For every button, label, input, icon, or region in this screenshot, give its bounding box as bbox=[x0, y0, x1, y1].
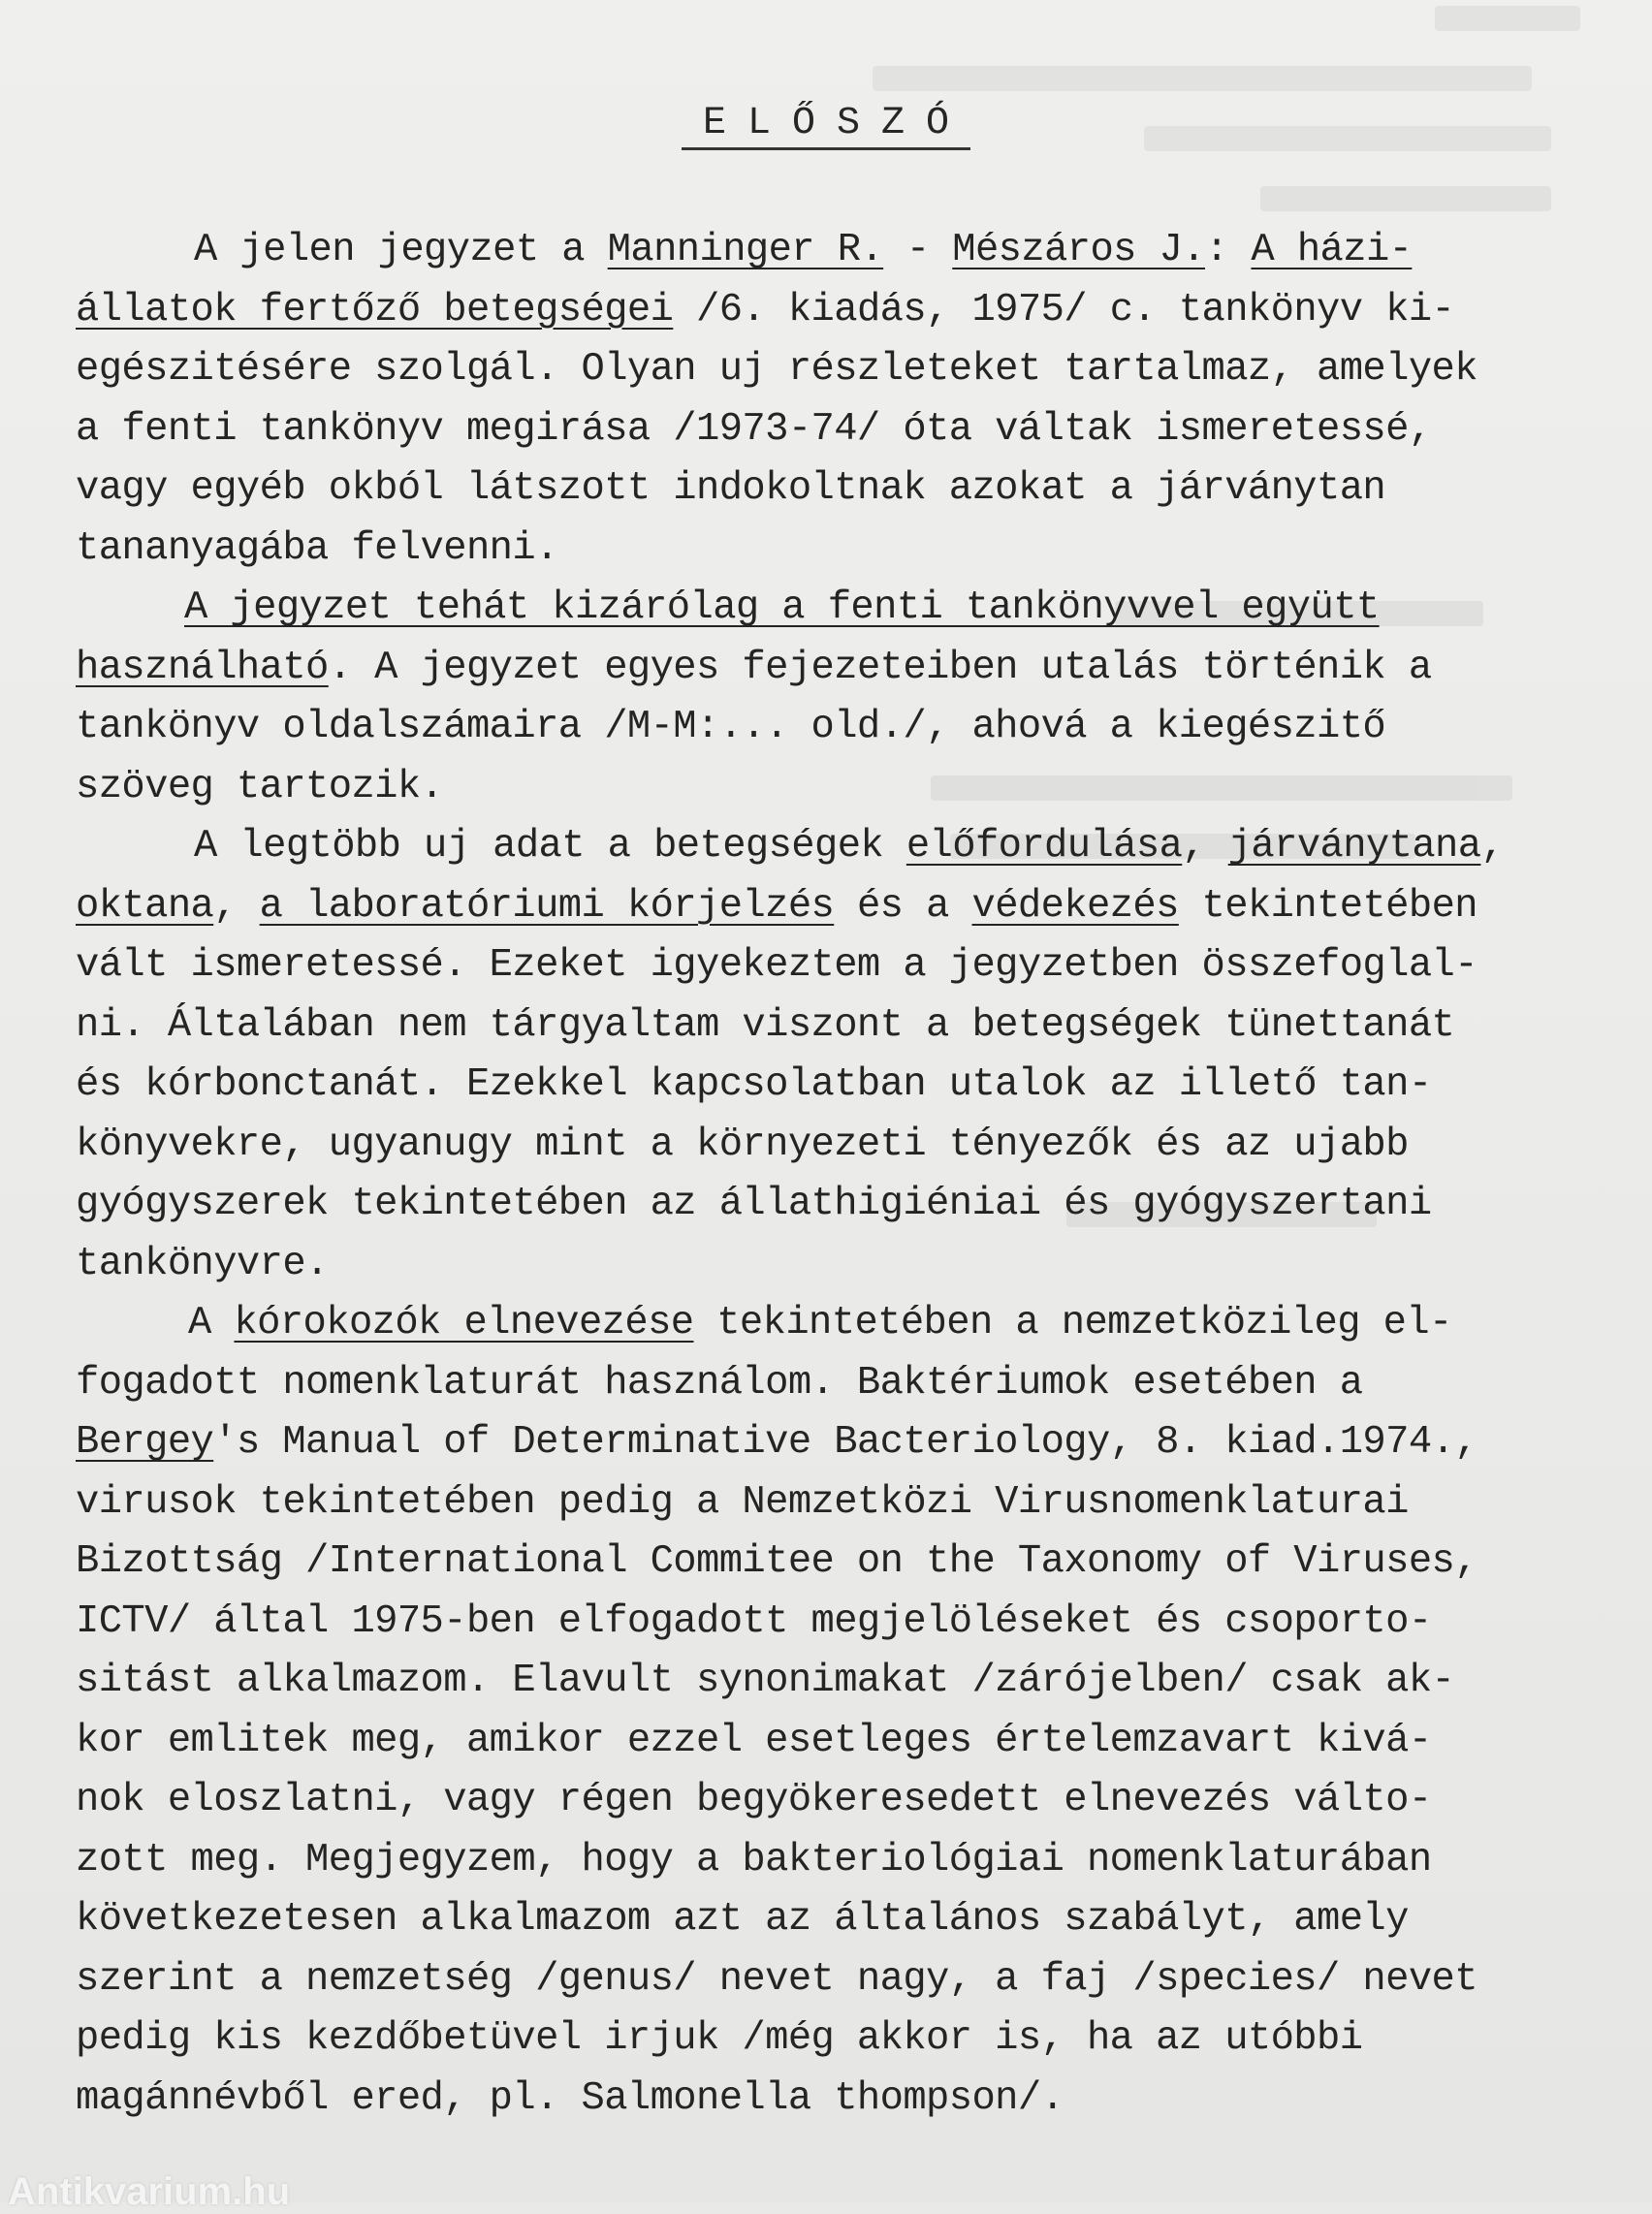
underlined-text: Bergey bbox=[76, 1420, 214, 1465]
text-segment: és kórbonctanát. Ezekkel kapcsolatban utalok az illető tan- bbox=[76, 1062, 1432, 1107]
text-segment: ni. Általában nem tárgyaltam viszont a betegségek tünettanát bbox=[76, 1002, 1455, 1048]
text-segment: /6. kiadás, 1975/ c. tankönyv ki- bbox=[673, 287, 1455, 332]
text-segment: , bbox=[1182, 824, 1228, 869]
text-segment: A jelen jegyzet a bbox=[194, 228, 608, 272]
text-line bbox=[76, 520, 1588, 580]
text-segment: A bbox=[188, 1301, 235, 1345]
text-line bbox=[76, 281, 1588, 341]
text-segment: , bbox=[213, 883, 260, 929]
watermark: Antikvarium.hu bbox=[8, 2170, 291, 2213]
text-segment: - bbox=[883, 228, 953, 272]
text-line bbox=[76, 1533, 1588, 1593]
text-line bbox=[76, 1294, 1588, 1354]
underlined-text: előfordulása bbox=[905, 824, 1183, 869]
text-segment: kor emlitek meg, amikor ezzel esetleges értelemzavart kivá- bbox=[76, 1718, 1432, 1763]
underlined-text: járványtana bbox=[1227, 824, 1481, 869]
text-segment: . A jegyzet egyes fejezeteiben utalás történik a bbox=[328, 645, 1432, 690]
underlined-text: kórokozók elnevezése bbox=[234, 1301, 694, 1345]
text-segment: gyógyszerek tekintetében az állathigiéniai és gyógyszertani bbox=[76, 1182, 1432, 1226]
text-line bbox=[76, 1056, 1588, 1116]
underlined-text: Mészáros J. bbox=[952, 228, 1205, 272]
underlined-text: védekezés bbox=[971, 883, 1179, 929]
text-line bbox=[76, 1235, 1588, 1295]
underlined-text: A jegyzet tehát kizárólag a fenti tankönyvvel együtt bbox=[184, 585, 1380, 630]
text-line bbox=[76, 2070, 1588, 2130]
text-segment: zott meg. Megjegyzem, hogy a bakteriológiai nomenklaturában bbox=[76, 1837, 1432, 1882]
text-line bbox=[76, 758, 1588, 818]
text-line bbox=[76, 1593, 1588, 1653]
paragraph bbox=[76, 1294, 1588, 2129]
text-segment: szerint a nemzetség /genus/ nevet nagy, a faj /species/ nevet bbox=[76, 1956, 1477, 2002]
text-segment: a fenti tankönyv megirása /1973-74/ óta váltak ismeretessé, bbox=[76, 406, 1432, 452]
text-line bbox=[76, 400, 1588, 460]
text-line bbox=[76, 2009, 1588, 2070]
underlined-text: Manninger R. bbox=[607, 228, 884, 272]
text-line bbox=[76, 877, 1588, 937]
text-line bbox=[76, 817, 1588, 877]
text-segment: vált ismeretessé. Ezeket igyekeztem a jegyzetben összefoglal- bbox=[76, 943, 1477, 988]
text-segment: nok eloszlatni, vagy régen begyökeresedett elnevezés válto- bbox=[76, 1778, 1432, 1822]
paragraph bbox=[76, 221, 1588, 579]
text-line bbox=[76, 1116, 1588, 1176]
text-segment: tekintetében bbox=[1178, 883, 1477, 929]
text-segment: tananyagába felvenni. bbox=[76, 525, 558, 571]
text-line bbox=[76, 1890, 1588, 1950]
text-segment: vagy egyéb okból látszott indokoltnak azokat a járványtan bbox=[76, 466, 1386, 511]
text-segment: sitást alkalmazom. Elavult synonimakat /zárójelben/ csak ak- bbox=[76, 1659, 1455, 1703]
underlined-text: állatok fertőző betegségei bbox=[76, 287, 674, 332]
text-line bbox=[76, 1950, 1588, 2010]
text-line bbox=[76, 459, 1588, 520]
text-segment: : bbox=[1205, 228, 1252, 272]
underlined-text: használható bbox=[76, 645, 329, 690]
text-segment: tankönyvre. bbox=[76, 1241, 329, 1286]
text-line bbox=[76, 1175, 1588, 1235]
underlined-text: a laboratóriumi kórjelzés bbox=[259, 883, 835, 929]
paragraph bbox=[76, 579, 1588, 817]
underlined-text: oktana bbox=[76, 883, 214, 929]
text-segment: pedig kis kezdőbetüvel irjuk /még akkor is, ha az utóbbi bbox=[76, 2016, 1363, 2061]
text-line bbox=[76, 221, 1588, 281]
text-segment: virusok tekintetében pedig a Nemzetközi Virusnomenklaturai bbox=[76, 1479, 1409, 1525]
text-segment: fogadott nomenklaturát használom. Baktériumok esetében a bbox=[76, 1360, 1363, 1406]
text-line bbox=[76, 1473, 1588, 1534]
text-line bbox=[76, 1652, 1588, 1712]
text-line bbox=[76, 1354, 1588, 1414]
text-line bbox=[76, 1771, 1588, 1831]
text-segment: tankönyv oldalszámaira /M-M:... old./, ahová a kiegészitő bbox=[76, 705, 1386, 749]
text-segment: ICTV/ által 1975-ben elfogadott megjelöléseket és csoporto- bbox=[76, 1598, 1432, 1644]
text-segment: , bbox=[1480, 824, 1505, 869]
text-segment: tekintetében a nemzetközileg el- bbox=[693, 1301, 1452, 1345]
text-segment: magánnévből ered, pl. Salmonella thompson/. bbox=[76, 2075, 1064, 2121]
document-title: ELŐSZÓ bbox=[0, 102, 1652, 145]
text-line bbox=[76, 1712, 1588, 1772]
text-segment: Bizottság /International Commitee on the Taxonomy of Viruses, bbox=[76, 1539, 1477, 1584]
text-line bbox=[76, 340, 1588, 400]
text-segment: szöveg tartozik. bbox=[76, 764, 444, 809]
text-line bbox=[76, 1831, 1588, 1891]
text-line bbox=[76, 698, 1588, 758]
text-segment: és a bbox=[834, 883, 972, 929]
text-segment: A legtöbb uj adat a betegségek bbox=[194, 824, 906, 869]
text-segment: könyvekre, ugyanugy mint a környezeti tényezők és az ujabb bbox=[76, 1122, 1409, 1167]
underlined-text: A házi- bbox=[1251, 228, 1413, 272]
text-segment: egészitésére szolgál. Olyan uj részleteket tartalmaz, amelyek bbox=[76, 347, 1477, 392]
text-segment: 's Manual of Determinative Bacteriology, 8. kiad.1974., bbox=[213, 1420, 1477, 1465]
text-line bbox=[76, 996, 1588, 1057]
text-segment: következetesen alkalmazom azt az általános szabályt, amely bbox=[76, 1897, 1409, 1942]
text-line bbox=[76, 579, 1588, 639]
text-line bbox=[76, 936, 1588, 996]
paragraph bbox=[76, 817, 1588, 1294]
body-text bbox=[76, 221, 1588, 2129]
text-line bbox=[76, 1413, 1588, 1473]
text-line bbox=[76, 639, 1588, 699]
